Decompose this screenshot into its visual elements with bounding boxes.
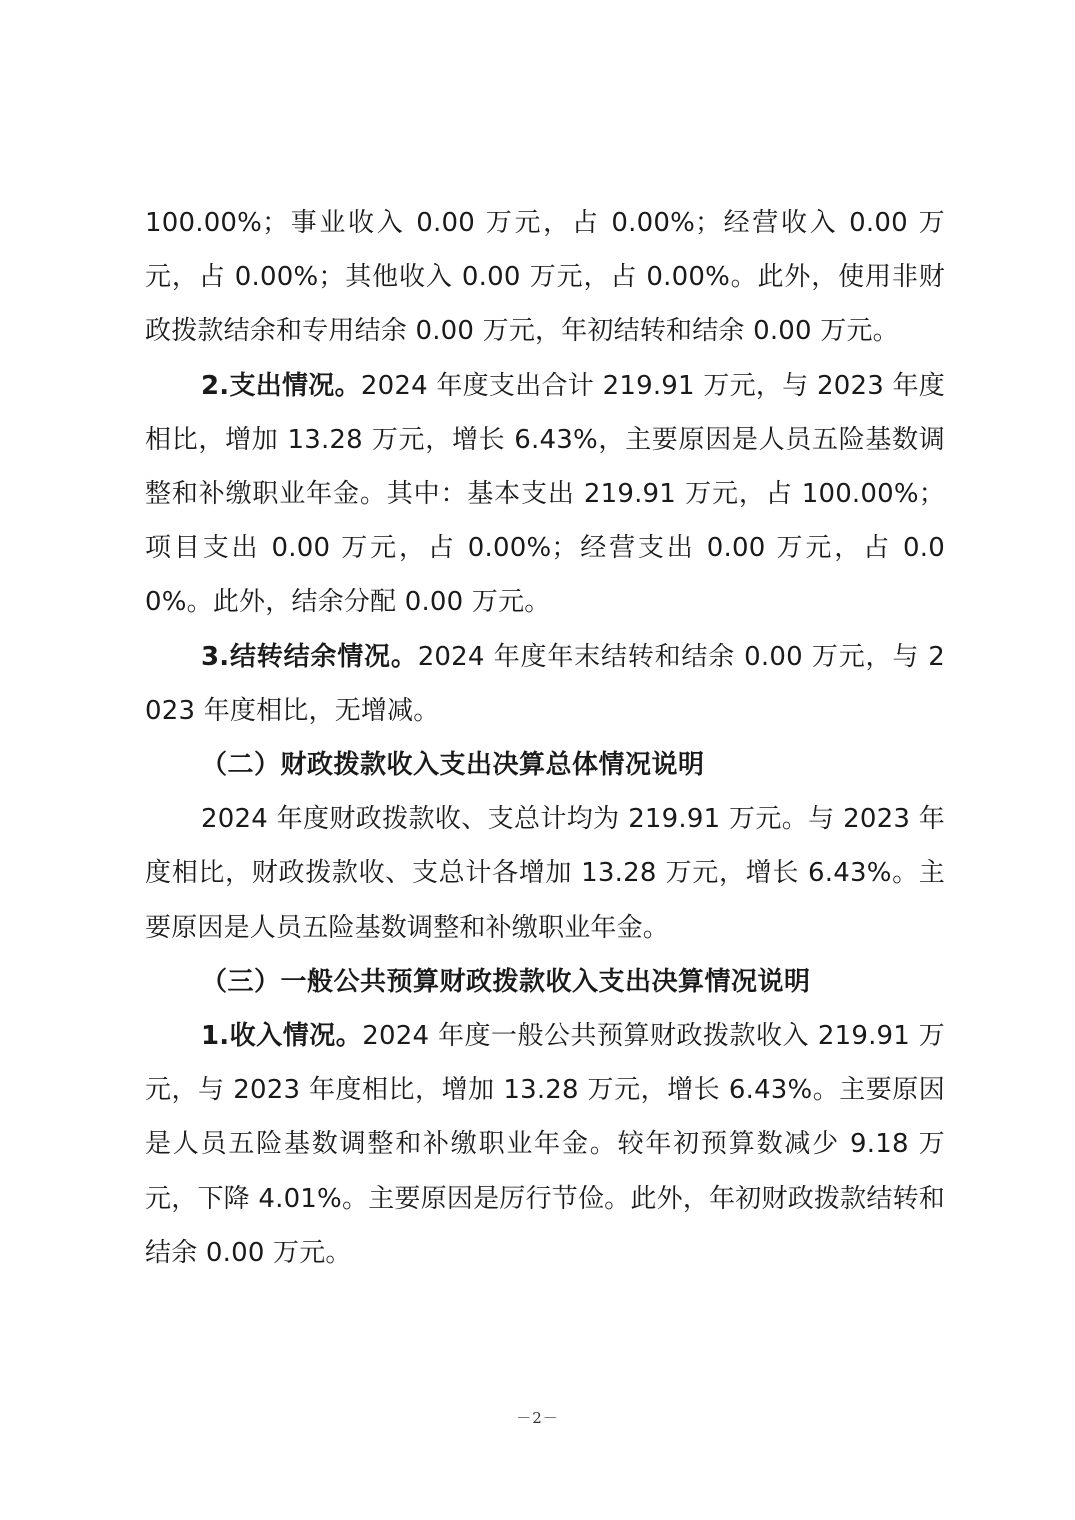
page-number: －2－ xyxy=(516,1409,559,1427)
paragraph-carryover xyxy=(145,630,945,738)
document-body xyxy=(145,196,945,1280)
section-heading-general-budget: （三）一般公共预算财政拨款收入支出决算情况说明 xyxy=(201,966,811,997)
section-heading-fiscal-overview: （二）财政拨款收入支出决算总体情况说明 xyxy=(201,750,705,781)
paragraph-text-income: 2024 年度一般公共预算财政拨款收入 219.91 万元，与 2023 年度相比，增加 13.28 万元，增长 6.43%。主要原因是人员五险基数调整和补缴职业年金。较年初预算数减少 9.18 万元，下降 4.01%。主要原因是厉行节俭。此外，年初财政拨款结转和结余 0.00 万元。 xyxy=(145,1021,945,1268)
paragraph-lead-carryover: 3.结转结余情况。 xyxy=(201,641,418,672)
paragraph-expenditure xyxy=(145,359,945,630)
paragraph-income-continued: 100.00%；事业收入 0.00 万元，占 0.00%；经营收入 0.00 万元，占 0.00%；其他收入 0.00 万元，占 0.00%。此外，使用非财政拨款结余和专用结余 0.00 万元，年初结转和结余 0.00 万元。 xyxy=(145,208,945,347)
paragraph-lead-expenditure: 2.支出情况。 xyxy=(201,370,361,401)
paragraph-general-budget-income xyxy=(145,1009,945,1280)
paragraph-text-carryover: 2024 年度年末结转和结余 0.00 万元，与 2023 年度相比，无增减。 xyxy=(145,641,945,726)
paragraph-lead-income: 1.收入情况。 xyxy=(201,1021,363,1052)
paragraph-text-expenditure: 2024 年度支出合计 219.91 万元，与 2023 年度相比，增加 13.28 万元，增长 6.43%，主要原因是人员五险基数调整和补缴职业年金。其中：基本支出 219.91 万元，占 100.00%；项目支出 0.00 万元，占 0.00%；经营支出 0.00 万元，占 0.00%。此外，结余分配 0.00 万元。 xyxy=(145,370,945,618)
paragraph-fiscal-overview: 2024 年度财政拨款收、支总计均为 219.91 万元。与 2023 年度相比，财政拨款收、支总计各增加 13.28 万元，增长 6.43%。主要原因是人员五险基数调整和补缴职业年金。 xyxy=(145,804,945,943)
